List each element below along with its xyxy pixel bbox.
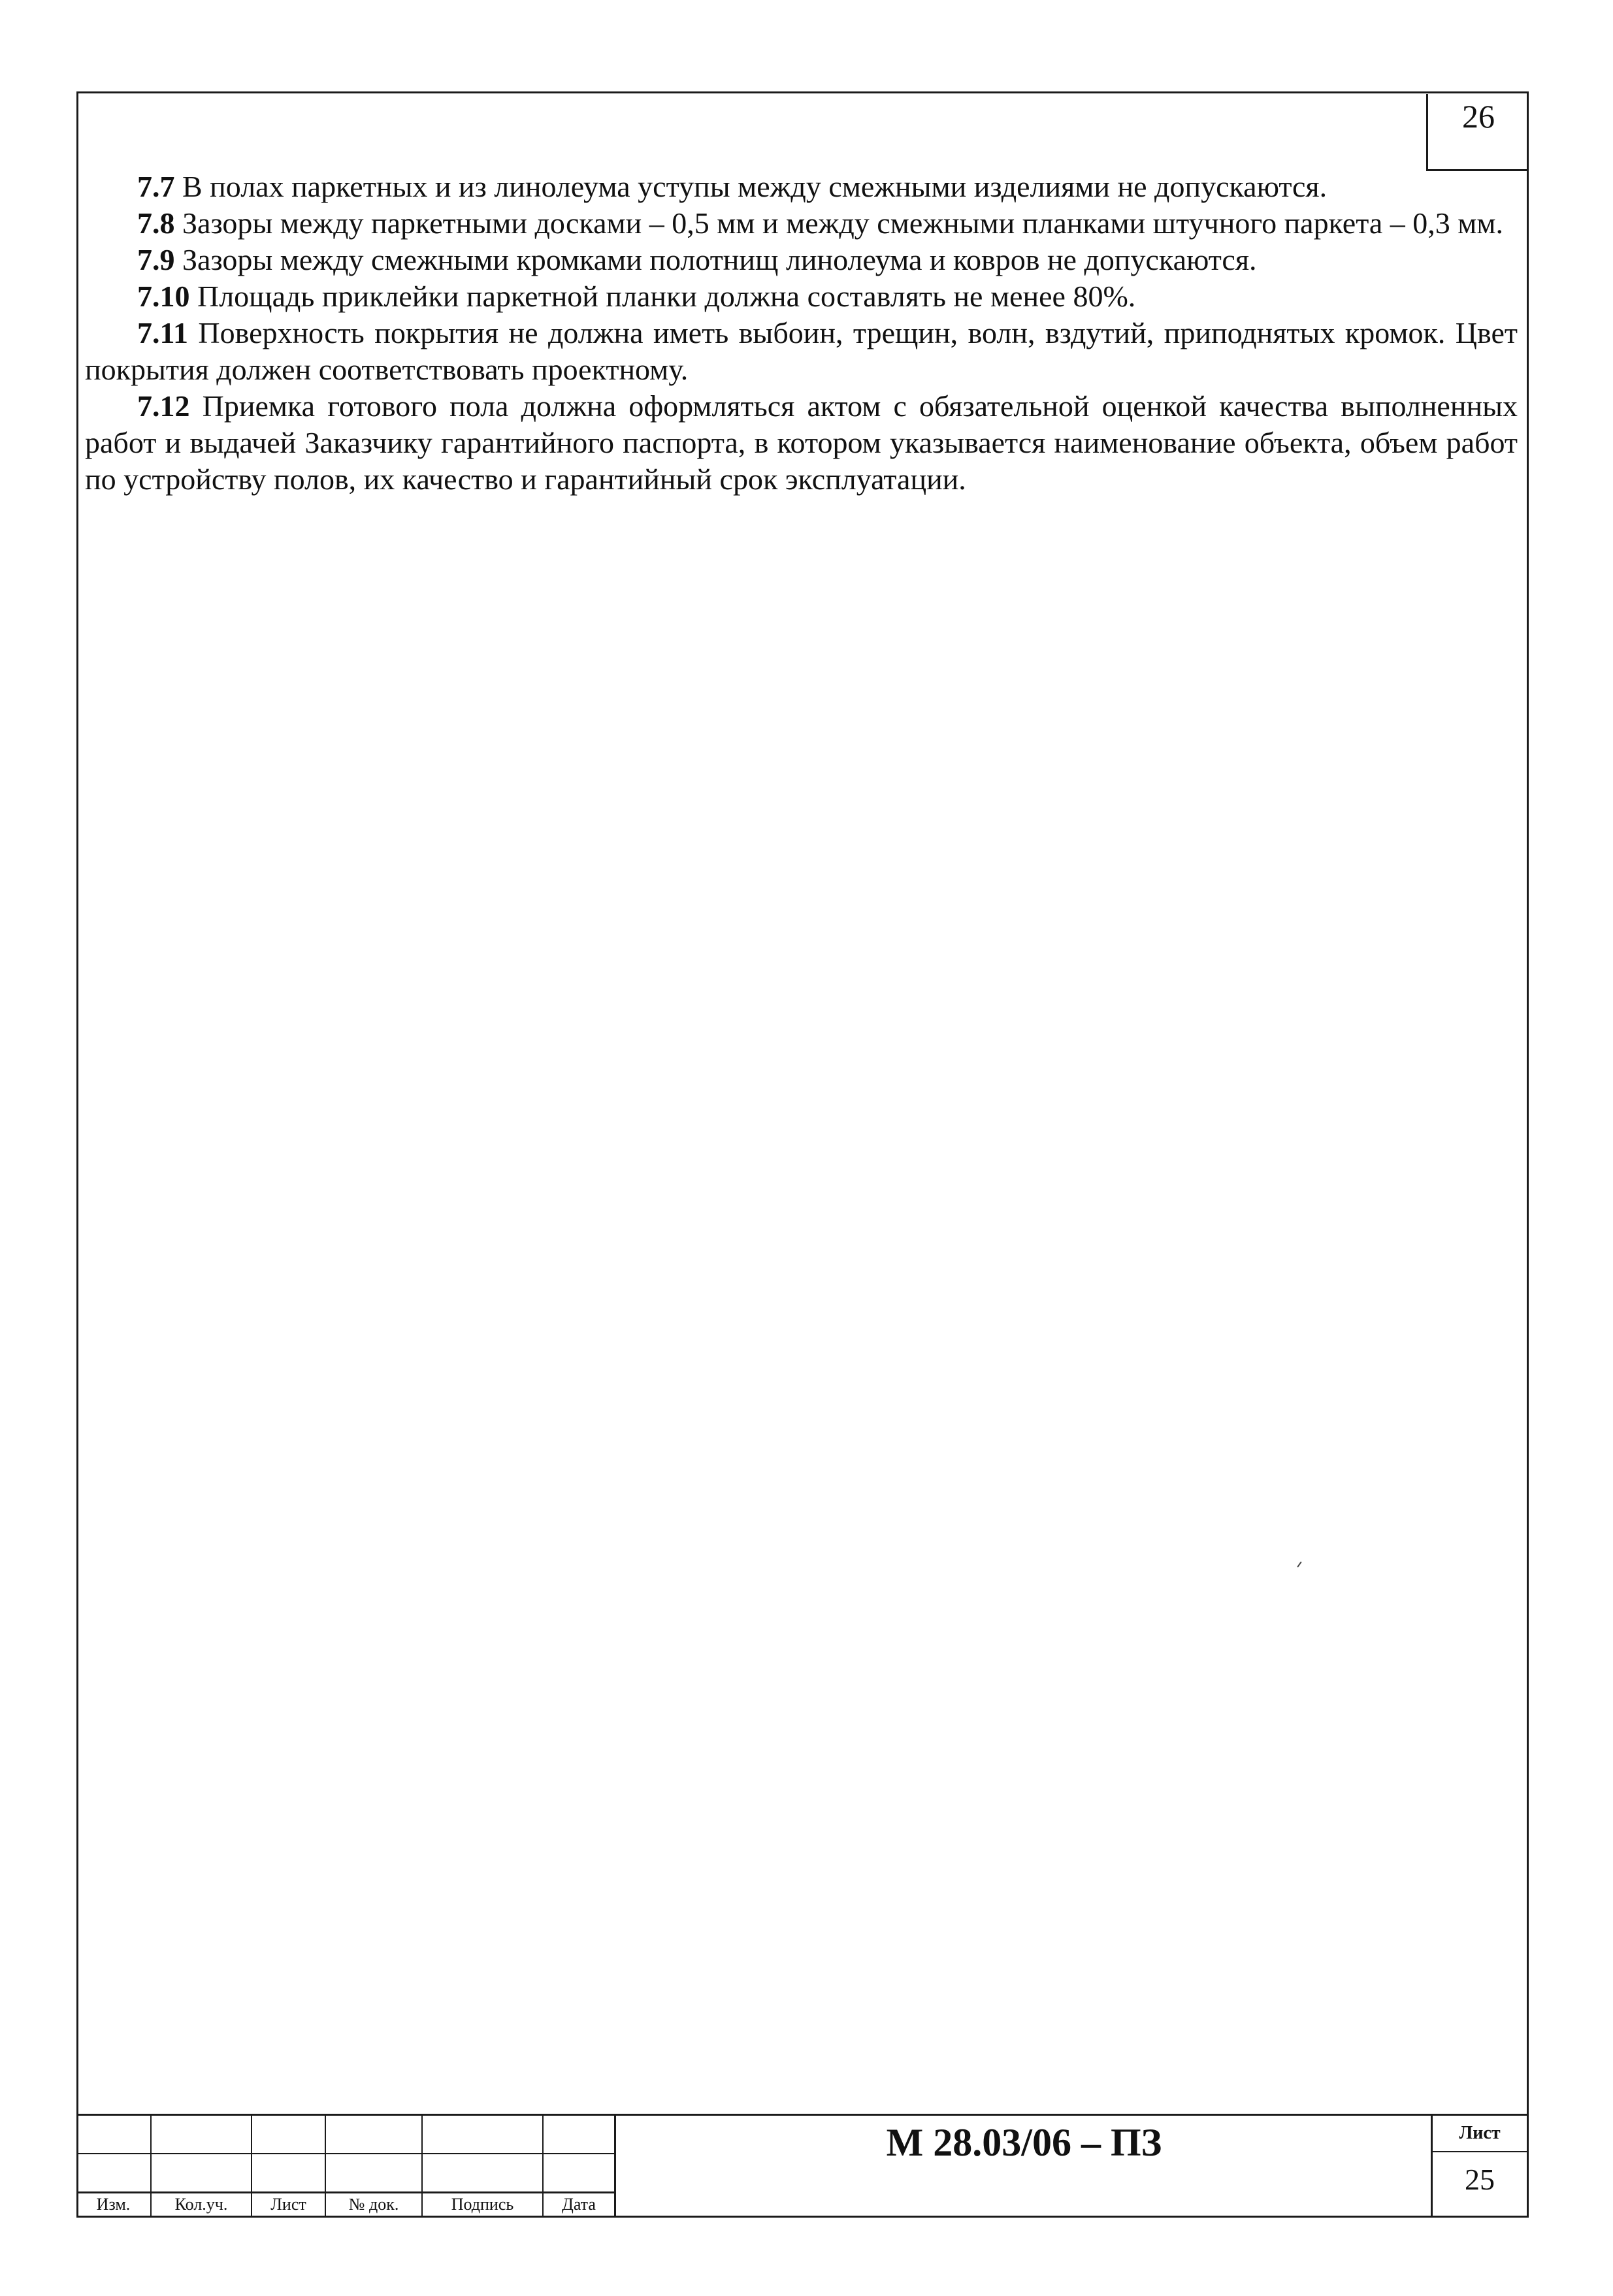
clause-text: Зазоры между смежными кромками полотнищ линолеума и ковров не допускаются.: [174, 243, 1257, 276]
clause-text: Зазоры между паркетными досками – 0,5 мм и между смежными планками штучного паркета – 0,3 мм.: [174, 206, 1504, 240]
col-label-doc-no: № док.: [348, 2195, 399, 2214]
sheet-label: Лист: [1459, 2123, 1501, 2143]
clause-number: 7.9: [137, 243, 175, 276]
sheet-cell-divider: [1431, 2151, 1529, 2152]
document-body: [85, 169, 1518, 498]
paragraph-7-8: [85, 205, 1518, 242]
clause-text: В полах паркетных и из линолеума уступы между смежными изделиями не допускаются.: [174, 170, 1328, 203]
clause-number: 7.12: [137, 389, 190, 423]
clause-number: 7.11: [137, 316, 188, 349]
col-label-sheet: Лист: [270, 2195, 306, 2214]
col-label-qty: Кол.уч.: [174, 2195, 228, 2214]
document-code: М 28.03/06 – ПЗ: [886, 2121, 1162, 2164]
clause-number: 7.7: [137, 170, 175, 203]
sheet-number: 25: [1465, 2163, 1495, 2196]
paragraph-7-12: [85, 388, 1518, 498]
clause-text: Приемка готового пола должна оформляться актом с обязательной оценкой качества выполненных работ и выдачей Заказчику гарантийного паспорта, в котором указывается наименование объекта, объем работ по устройству полов, их качество и гарантийный срок эксплуатации.: [85, 389, 1518, 496]
title-block-top-line: [76, 2114, 1529, 2116]
paragraph-7-7: [85, 169, 1518, 205]
clause-text: Поверхность покрытия не должна иметь выбоин, трещин, волн, вздутий, приподнятых кромок. Цвет покрытия должен соответствовать проектному.: [85, 316, 1518, 386]
col-label-signature: Подпись: [451, 2195, 514, 2214]
clause-text: Площадь приклейки паркетной планки должна составлять не менее 80%.: [189, 280, 1136, 313]
page-number-box: [1426, 94, 1529, 171]
title-block-header-line: [76, 2191, 614, 2193]
clause-number: 7.10: [137, 280, 190, 313]
paragraph-7-11: [85, 315, 1518, 388]
page-number: 26: [1462, 98, 1495, 135]
col-label-date: Дата: [562, 2195, 596, 2214]
col-label-change: Изм.: [96, 2195, 131, 2214]
paragraph-7-10: [85, 278, 1518, 315]
paragraph-7-9: [85, 242, 1518, 278]
clause-number: 7.8: [137, 206, 175, 240]
title-block-row-line: [76, 2153, 614, 2154]
